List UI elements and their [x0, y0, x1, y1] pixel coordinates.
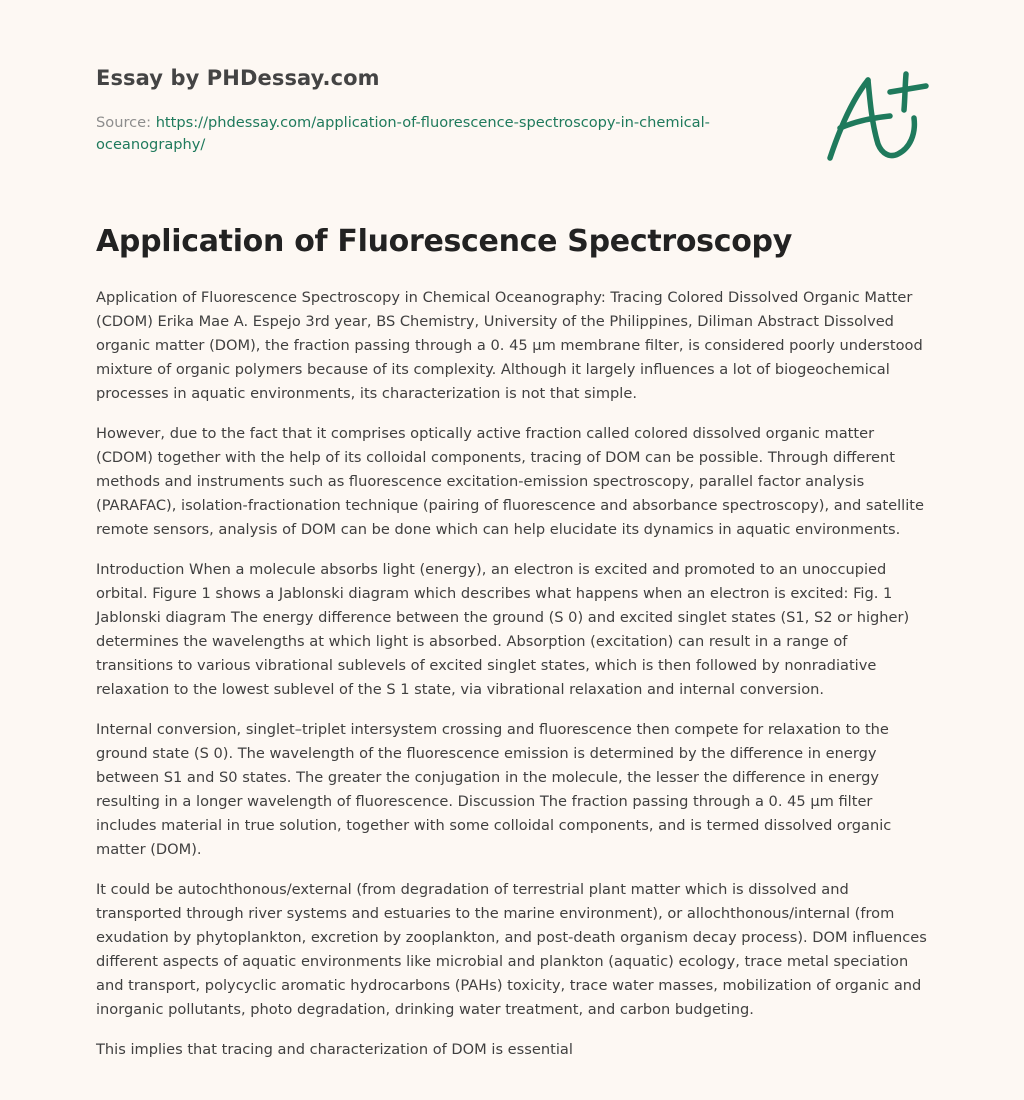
essay-title: Application of Fluorescence Spectroscopy [96, 224, 792, 259]
essay-paragraph: Internal conversion, singlet–triplet intersystem crossing and fluorescence then compete for relaxation to the ground state (S 0). The wavelength of the fluorescence emission is determined by the difference in energy between S1 and S0 states. The greater the conjugation in the molecule, the lesser the difference in energy resulting in a longer wavelength of fluorescence. Discussion The fraction passing through a 0. 45 μm filter includes material in true solution, together with some colloidal components, and is termed dissolved organic matter (DOM). [96, 721, 892, 858]
essay-paragraph: It could be autochthonous/external (from degradation of terrestrial plant matter which is dissolved and transported through river systems and estuaries to the marine environment), or allochthonous/internal (from exudation by phytoplankton, excretion by zooplankton, and post-death organism decay process). DOM influences different aspects of aquatic environments like microbial and plankton (aquatic) ecology, trace metal speciation and transport, polycyclic aromatic hydrocarbons (PAHs) toxicity, trace water masses, mobilization of organic and inorganic pollutants, photo degradation, drinking water treatment, and carbon budgeting. [96, 881, 927, 1018]
essay-paragraph: Application of Fluorescence Spectroscopy in Chemical Oceanography: Tracing Colored Dissolved Organic Matter (CDOM) Erika Mae A. Espejo 3rd year, BS Chemistry, University of the Philippines, Diliman Abstract Dissolved organic matter (DOM), the fraction passing through a 0. 45 μm membrane filter, is considered poorly understood mixture of organic polymers because of its complexity. Although it largely influences a lot of biogeochemical processes in aquatic environments, its characterization is not that simple. [96, 289, 923, 402]
source-line [96, 112, 756, 156]
source-link[interactable]: https://phdessay.com/application-of-fluorescence-spectroscopy-in-chemical-oceanography/ [96, 114, 710, 153]
site-title: Essay by PHDessay.com [96, 66, 380, 90]
essay-body [96, 286, 928, 1078]
essay-paragraph: Introduction When a molecule absorbs light (energy), an electron is excited and promoted to an unoccupied orbital. Figure 1 shows a Jablonski diagram which describes what happens when an electron is excited: Fig. 1 Jablonski diagram The energy difference between the ground (S 0) and excited singlet states (S1, S2 or higher) determines the wavelengths at which light is absorbed. Absorption (excitation) can result in a range of transitions to various vibrational sublevels of excited singlet states, which is then followed by nonradiative relaxation to the lowest sublevel of the S 1 state, via vibrational relaxation and internal conversion. [96, 561, 910, 698]
a-plus-grade-icon [818, 66, 930, 166]
essay-paragraph: However, due to the fact that it comprises optically active fraction called colored dissolved organic matter (CDOM) together with the help of its colloidal components, tracing of DOM can be possible. Through different methods and instruments such as fluorescence excitation-emission spectroscopy, parallel factor analysis (PARAFAC), isolation-fractionation technique (pairing of fluorescence and absorbance spectroscopy), and satellite remote sensors, analysis of DOM can be done which can help elucidate its dynamics in aquatic environments. [96, 425, 924, 538]
essay-paragraph: This implies that tracing and characterization of DOM is essential [96, 1041, 573, 1058]
source-label: Source: [96, 114, 152, 131]
